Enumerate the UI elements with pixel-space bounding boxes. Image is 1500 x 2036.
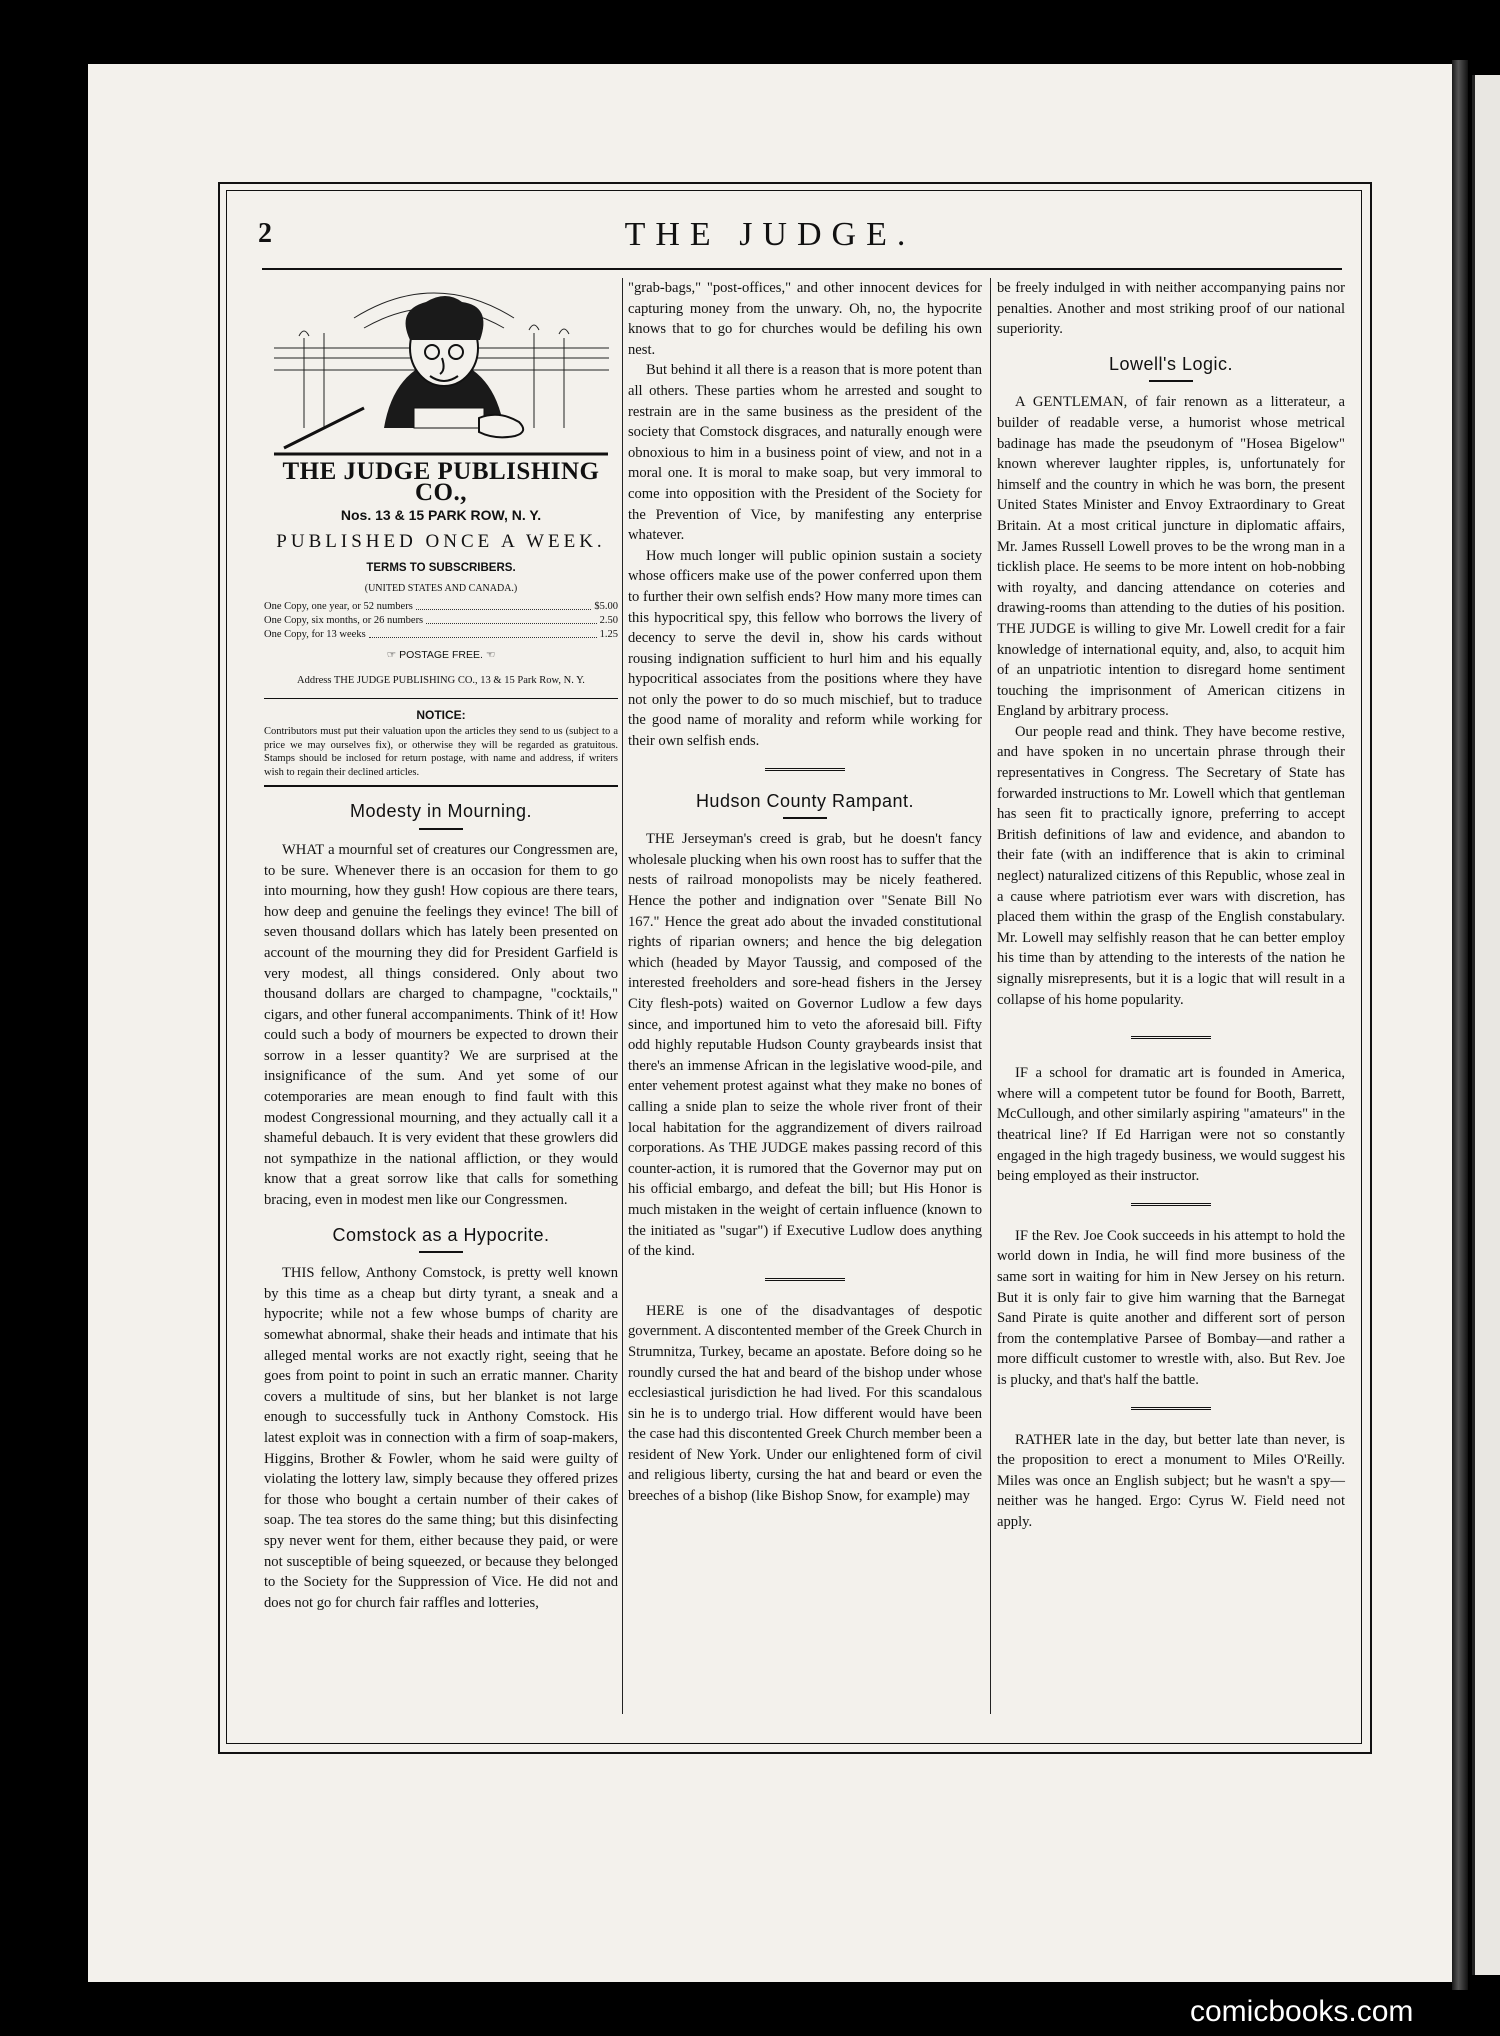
article-body <box>264 1263 618 1613</box>
lead-word: IF <box>1015 1065 1028 1082</box>
address-line: Address THE JUDGE PUBLISHING CO., 13 & 15 Park Row, N. Y. <box>297 675 585 687</box>
divider <box>264 698 618 699</box>
section-separator <box>1131 1203 1211 1210</box>
terms-heading: TERMS TO SUBSCRIBERS. <box>366 562 516 575</box>
article-text: the Rev. Joe Cook succeeds in his attempt to hold the world down in India, he will find more business of the same sort in waiting for him in New Jersey on his return. But it is only fair to give him warning that the Barnegat Sand Pirate is quite another and different sort of person from the contemplative Parsee of Bombay—and rather a more difficult customer to wrestle with, also. But Rev. Joe is plucky, and that's half the battle. <box>997 1227 1345 1388</box>
article-continuation: "grab-bags," "post-offices," and other innocent devices for capturing money from the unwary. Oh, no, the hypocrite knows that to go for churches would be defiling his own nest. <box>628 280 982 358</box>
article-continuation: be freely indulged in with neither accompanying pains nor penalties. Another and most striking proof of our national superiority. <box>997 280 1345 338</box>
publication-frequency: PUBLISHED ONCE A WEEK. <box>276 530 606 552</box>
title-rule <box>419 828 463 830</box>
price-list <box>264 600 618 642</box>
lead-word: THIS <box>282 1265 315 1282</box>
article-body <box>628 829 982 1261</box>
lead-word: HERE <box>646 1302 685 1319</box>
title-rule <box>1149 380 1193 382</box>
masthead: THE JUDGE. <box>624 216 916 253</box>
article-body <box>997 1226 1345 1391</box>
lead-word: WHAT <box>282 841 325 858</box>
article-title: Lowell's Logic. <box>1109 353 1233 374</box>
article-body <box>997 1430 1345 1533</box>
article-paragraph: How much longer will public opinion sustain a society whose officers make use of the power conferred upon them to further their own selfish ends? How many more times can this hypocritical spy, this fellow who borrows the livery of decency to serve the devil in, show his cards without rousing indignation sufficient to hurl him and his equally hypocritical associates from the positions where they have not only the power to do so much mischief, but to traduce the good name of morality and reform while working for their own selfish ends. <box>628 547 982 750</box>
price-label: One Copy, six months, or 26 numbers <box>264 614 424 626</box>
publisher-address: Nos. 13 & 15 PARK ROW, N. Y. <box>340 507 542 524</box>
price-row <box>264 614 618 628</box>
title-rule <box>783 817 827 819</box>
postage-free: ☞ POSTAGE FREE. ☜ <box>386 648 496 661</box>
article-text: late in the day, but better late than never, is the proposition to erect a monument to Miles O'Reilly. Miles was once an English subject; but he wasn't a spy—neither was he hanged. Ergo: Cyrus W. Field need not apply. <box>997 1431 1345 1530</box>
price-value: $5.00 <box>594 600 618 612</box>
section-separator <box>1131 1407 1211 1414</box>
article-text: of fair renown as a litterateur, a builder of readable verse, a humorist whose metrical badinage has made the pseudonym of "Hosea Bigelow" known wherever laughter ripples, is, unfortunately for himself and the country in which he was born, the present United States Minister and Envoy Extraordinary to Great Britain. At a most critical juncture in diplomatic affairs, Mr. James Russell Lowell proves to be the wrong man in a ticklish place. He seems to be more intent on hob-nobbing with royalty, and dancing attendance on coteries and drawing-rooms than attending to the duties of his position. THE JUDGE is willing to give Mr. Lowell credit for a fair knowledge of international equity, and, also, to acquit him of an unpatriotic intention to disregard home sentiment touching the imprisonment of American citizens in England by arbitrary process. <box>997 394 1345 720</box>
price-label: One Copy, for 13 weeks <box>264 628 366 640</box>
lead-word: RATHER <box>1015 1431 1072 1448</box>
section-separator <box>765 768 845 775</box>
title-rule <box>419 1251 463 1253</box>
price-label: One Copy, one year, or 52 numbers <box>264 600 413 612</box>
column-3 <box>997 278 1345 1532</box>
article-text: a mournful set of creatures our Congressmen are, to be sure. Whenever there is an occasion for them to go into mourning, how they gush! How copious are there tears, how deep and genuine the feelings they evince! The bill of seven thousand dollars which has lately been presented on account of the mourning they did for President Garfield is very modest, all things considered. Only about two thousand dollars are charged to champagne, "cocktails," cigars, and other funeral accompaniments. Think of it! How could such a body of mourners be expected to drown their sorrow in a lesser quantity? We are surprised at the insignificance of the sum. And yet some of our cotemporaries are mean enough to find fault with this modest Congressional mourning, and they actually call it a shameful debauch. It is very evident that these growlers did not sympathize in the national affliction, or they would know that a great sorrow like that calls for something bracing, even in modest men like our Congressmen. <box>264 841 618 1209</box>
article-paragraph: But behind it all there is a reason that is more potent than all others. These parties whom he arrested and sought to restrain are in the same business as the president of the society that Comstock disgraces, and naturally enough were obnoxious to him in a business point of view, and not in a moral one. It is moral to make soap, but very immoral to come into opposition with the President of the Society for the Prevention of Vice, by manifesting any enterprise whatever. <box>628 362 982 544</box>
section-separator <box>765 1278 845 1285</box>
article-text: Jerseyman's creed is grab, but he doesn't fancy wholesale plucking when his own roost has to suffer that the nests of railroad monopolists may be nicely feathered. Hence the pother and indignation over "Senate Bill No 167." Hence the great ado about the invaded constitutional rights of riparian owners; and hence the big delegation which (headed by Mayor Taussig, and composed of the interested freeholders and sore-head fishers in the Jersey City flesh-pots) waited on Governor Ludlow a few days since, and importuned him to veto the aforesaid bill. Fifty odd highly reputable Hudson County graybeards insist that there's an immense African in the legislative wood-pile, and enter vehement protest against what they make no bones of calling a snide plan to seize the whole river front of their local habitation for the aggrandizement of divers railroad corporations. As THE JUDGE makes passing record of this counter-action, it is rumored that the Governor may put on his official embargo, and defeat the bill; but His Honor is much mistaken in the weight of certain influence (known to the initiated as "sugar") if Executive Ludlow does anything of the kind. <box>628 831 982 1260</box>
page-binding <box>1452 60 1468 1990</box>
price-value: 1.25 <box>599 628 618 640</box>
column-rule-1 <box>622 278 623 1714</box>
article-title: Comstock as a Hypocrite. <box>332 1224 550 1245</box>
price-row <box>264 600 618 614</box>
lead-word: IF <box>1015 1227 1028 1244</box>
column-2 <box>628 278 982 1507</box>
site-watermark: comicbooks.com <box>1190 1995 1414 2028</box>
column-1 <box>264 278 618 1613</box>
page-number: 2 <box>258 218 272 249</box>
section-separator <box>1131 1036 1211 1043</box>
terms-region: (UNITED STATES AND CANADA.) <box>364 582 518 594</box>
judge-illustration <box>264 278 618 458</box>
article-body <box>997 1063 1345 1187</box>
price-row <box>264 628 618 642</box>
divider <box>264 785 618 787</box>
column-rule-2 <box>990 278 991 1714</box>
price-value: 2.50 <box>599 614 618 626</box>
article-body <box>628 1301 982 1507</box>
article-paragraph: Our people read and think. They have become restive, and have spoken in no uncertain phrase through their representatives in Congress. The Secretary of State has forwarded instructions to Mr. Lowell which that gentleman has seen fit to practically ignore, preferring to accept British definitions of law and evidence, and abandon to their fate (with an indifference that is akin to criminal neglect) naturalized citizens of this Republic, whose zeal in a cause where patriotism ever wars with discretion, has placed them within the grasp of the English constabulary. Mr. Lowell may selfishly reason that he can better employ his time than by attending to the interests of the nation he signally misrepresents, but it is a logic that will result in a collapse of his home popularity. <box>997 723 1345 1008</box>
article-text: is one of the disadvantages of despotic government. A discontented member of the Greek Church in Strumnitza, Turkey, became an apostate. Before doing so he roundly cursed the hat and beard of the bishop under whose ecclesiastical jurisdiction he had lived. For this scandalous sin he is to undergo trial. How different would have been the case had this discontented Greek Church member been a resident of New York. Under our enlightened form of civil and religious liberty, cursing the hat and beard or even the breeches of a bishop (like Bishop Snow, for example) may <box>628 1302 982 1505</box>
notice-heading: NOTICE: <box>416 707 466 722</box>
header-rule <box>262 268 1342 270</box>
article-title: Modesty in Mourning. <box>349 801 533 822</box>
article-body <box>997 392 1345 722</box>
article-text: fellow, Anthony Comstock, is pretty well known by this time as a cheap but dirty tyrant, a sneak and a hypocrite; while not a few whose bumps of charity are somewhat abnormal, shake their heads and intimate that his alleged mental works are not exactly right, seeing that he goes from point to point in such an erratic manner. Charity covers a multitude of sins, but her blanket is not large enough to successfully tuck in Anthony Comstock. His latest exploit was in connection with a firm of soap-makers, Higgins, Brother & Fowler, whom he said were guilty of violating the lottery law, simply because they offered prizes for those who bought a certain number of their cakes of soap. The tea stores do the same thing; but this disinfecting spy never went for them, either because they paid, or were not susceptible of being squeezed, or because they belonged to the Society for the Suppression of Vice. He did not and does not go for church fair raffles and lotteries, <box>264 1265 618 1611</box>
lead-word: A GENTLEMAN, <box>1015 394 1128 411</box>
article-title: Hudson County Rampant. <box>695 790 915 811</box>
adjacent-page-edge <box>1472 75 1500 1975</box>
notice-text: Contributors must put their valuation upon the articles they send to us (subject to a price we may ourselves fix), or otherwise they will be regarded as gratuitous. Stamps should be inclosed for return postage, with name and address, if writers wish to regain their declined articles. <box>264 726 618 778</box>
article-body <box>264 840 618 1211</box>
article-text: a school for dramatic art is founded in America, where will a competent tutor be found for Booth, Barrett, McCullough, and other similarly aspiring "amateurs" in the theatrical line? If Ed Harrigan were not so constantly engaged in the high tragedy business, we would suggest his being employed as their instructor. <box>997 1065 1345 1185</box>
publisher-name: THE JUDGE PUBLISHING CO., <box>282 458 600 506</box>
lead-word: THE <box>646 831 675 848</box>
